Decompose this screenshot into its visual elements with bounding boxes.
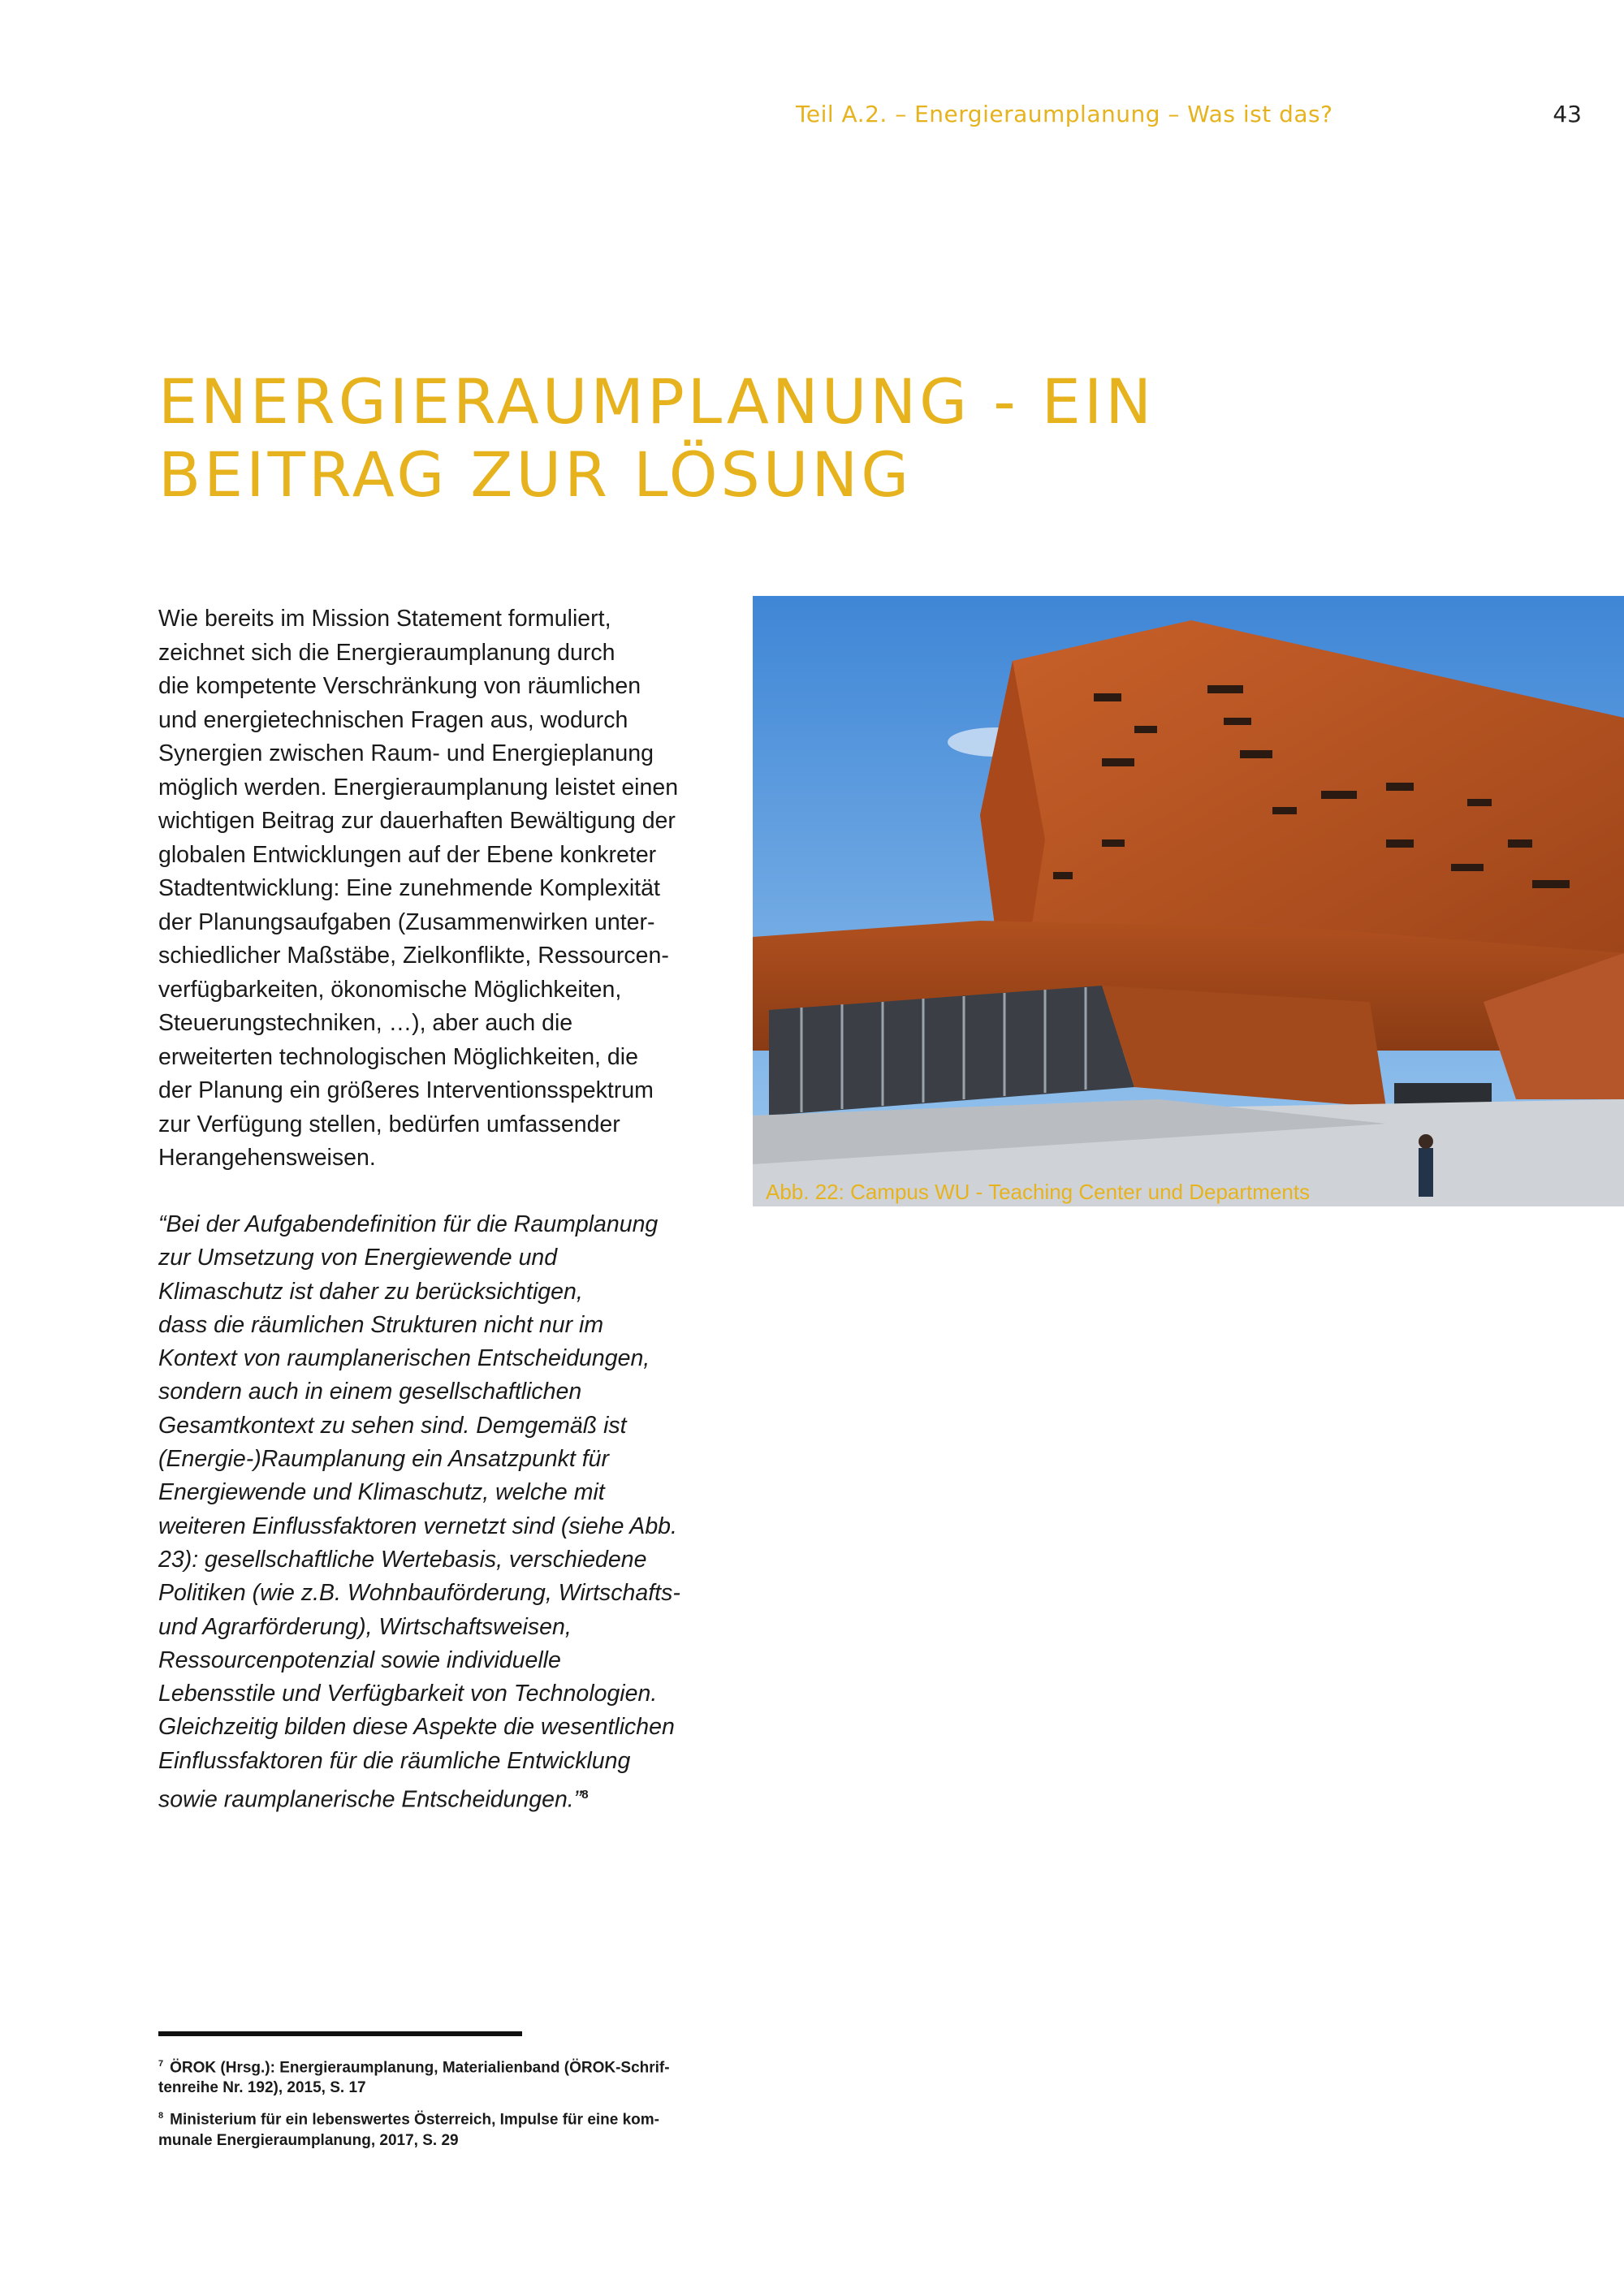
footnote-line <box>158 2054 727 2078</box>
footnote-line: tenreihe Nr. 192), 2015, S. 17 <box>158 2079 366 2097</box>
figure-caption: Abb. 22: Campus WU - Teaching Center und Departments <box>766 1180 1311 1204</box>
footnote <box>158 2106 727 2150</box>
title-line: BEITRAG ZUR LÖSUNG <box>158 438 913 511</box>
quote-last-line: sowie raumplanerische Entscheidungen.” <box>158 1786 582 1813</box>
body-line: und energietechnischen Fragen aus, wodurch <box>158 706 628 733</box>
quote-line: zur Umsetzung von Energiewende und <box>158 1245 558 1271</box>
quote-line: “Bei der Aufgabendefinition für die Raumplanung <box>158 1211 659 1237</box>
body-line: erweiterten technologischen Möglichkeiten, die <box>158 1043 638 1070</box>
body-paragraph <box>158 602 727 1176</box>
footnote-line <box>158 2106 727 2130</box>
body-line: der Planung ein größeres Interventionsspektrum <box>158 1077 654 1103</box>
body-line: Stadtentwicklung: Eine zunehmende Komplexität <box>158 875 660 901</box>
quote-line <box>158 1778 727 1817</box>
footnote-line: munale Energieraumplanung, 2017, S. 29 <box>158 2131 459 2149</box>
quote-line: weiteren Einflussfaktoren vernetzt sind (siehe Abb. <box>158 1513 677 1539</box>
body-line: schiedlicher Maßstäbe, Zielkonflikte, Ressourcen- <box>158 943 669 969</box>
footnote-number: 8 <box>158 2111 164 2121</box>
running-head: Teil A.2. – Energieraumplanung – Was ist das? <box>796 101 1333 127</box>
quote-block <box>158 1208 727 1817</box>
quote-line: Kontext von raumplanerischen Entscheidungen, <box>158 1345 650 1372</box>
body-line: zur Verfügung stellen, bedürfen umfassender <box>158 1111 620 1137</box>
footnote-text: ÖROK (Hrsg.): Energieraumplanung, Materialienband (ÖROK-Schrif- <box>170 2059 670 2077</box>
body-line: der Planungsaufgaben (Zusammenwirken unter- <box>158 908 655 935</box>
figure-photo <box>753 596 1624 1206</box>
footnote-text: Ministerium für ein lebenswertes Österreich, Impulse für eine kom- <box>170 2111 660 2129</box>
body-line: Herangehensweisen. <box>158 1145 376 1171</box>
quote-line: Gleichzeitig bilden diese Aspekte die wesentlichen <box>158 1714 675 1741</box>
body-line: globalen Entwicklungen auf der Ebene konkreter <box>158 841 657 868</box>
body-line: die kompetente Verschränkung von räumlichen <box>158 673 641 699</box>
footnote-ref[interactable]: 8 <box>581 1788 589 1802</box>
page-number: 43 <box>1553 101 1582 127</box>
quote-line: sondern auch in einem gesellschaftlichen <box>158 1379 582 1405</box>
quote-line: dass die räumlichen Strukturen nicht nur im <box>158 1311 604 1338</box>
title-line: ENERGIERAUMPLANUNG - EIN <box>158 365 1155 438</box>
body-line: Wie bereits im Mission Statement formuliert, <box>158 606 611 632</box>
footnote-divider <box>158 2031 522 2036</box>
footnotes <box>158 2054 727 2159</box>
body-line: verfügbarkeiten, ökonomische Möglichkeiten, <box>158 976 622 1003</box>
footnote <box>158 2054 727 2098</box>
body-line: zeichnet sich die Energieraumplanung durch <box>158 639 615 666</box>
quote-line: Einflussfaktoren für die räumliche Entwicklung <box>158 1747 631 1774</box>
quote-line: 23): gesellschaftliche Wertebasis, verschiedene <box>158 1546 647 1573</box>
building-photo-icon <box>753 596 1624 1206</box>
quote-line: und Agrarförderung), Wirtschaftsweisen, <box>158 1613 572 1640</box>
body-line: wichtigen Beitrag zur dauerhaften Bewältigung der <box>158 808 676 834</box>
quote-line: Lebensstile und Verfügbarkeit von Technologien. <box>158 1681 658 1707</box>
body-line: möglich werden. Energieraumplanung leistet einen <box>158 774 679 801</box>
quote-line: Energiewende und Klimaschutz, welche mit <box>158 1479 605 1506</box>
body-line: Steuerungstechniken, …), aber auch die <box>158 1010 573 1036</box>
footnote-number: 7 <box>158 2059 164 2069</box>
quote-line: (Energie-)Raumplanung ein Ansatzpunkt für <box>158 1446 609 1473</box>
quote-line: Ressourcenpotenzial sowie individuelle <box>158 1646 561 1673</box>
quote-line: Klimaschutz ist daher zu berücksichtigen, <box>158 1278 583 1305</box>
page-title <box>158 365 1214 511</box>
quote-line: Gesamtkontext zu sehen sind. Demgemäß ist <box>158 1412 627 1439</box>
body-line: Synergien zwischen Raum- und Energieplanung <box>158 740 654 766</box>
quote-line: Politiken (wie z.B. Wohnbauförderung, Wirtschafts- <box>158 1580 680 1607</box>
